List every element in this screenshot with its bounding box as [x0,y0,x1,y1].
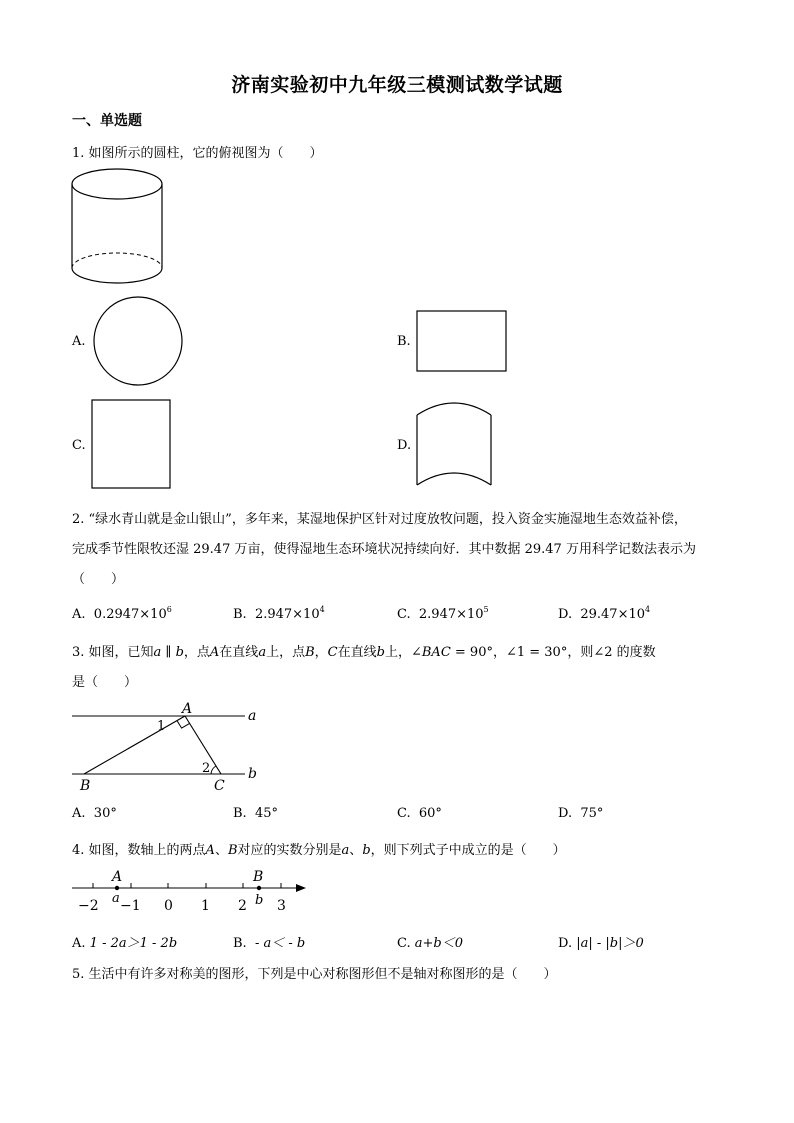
q1-option-d-label: D. [397,438,412,453]
option-label: D. [558,806,573,821]
q4-option-a [72,932,177,951]
tick-label: 1 [201,898,210,914]
option-label: B. [233,936,247,951]
option-label: A. [72,936,86,951]
parallel-lines-triangle-figure [70,700,270,796]
question-2-line-3: （ ） [72,572,125,587]
cylinder-figure [70,168,166,286]
tick-label: 2 [238,898,247,914]
q2-option-a [72,605,172,622]
page-title: 济南实验初中九年级三模测试数学试题 [231,74,563,96]
label-B: B [80,778,91,794]
text: 3. 如图，已知 [72,645,154,660]
q3-option-d [558,806,603,821]
option-label: B. [233,607,247,622]
option-value: 30° [93,806,117,821]
label-line-a: a [248,708,257,724]
q1-option-b-rectangle [416,310,508,374]
text: 、 [349,843,363,858]
question-2-line-2: 完成季节性限牧还湿 29.47 万亩，使得湿地生态环境状况持续向好．其中数据 29.47 万用科学记数法表示为 [72,542,696,557]
math: a ∥ b [153,645,184,660]
q1-option-d-curved-rect [415,399,497,493]
text: 在直线 [219,645,259,660]
text: 在直线 [337,645,377,660]
option-label: C. [397,936,411,951]
math: b [376,645,385,660]
q3-option-a [72,806,117,821]
option-label: B. [233,806,247,821]
label-A: A [182,701,193,717]
number-line-figure [70,866,310,916]
question-3-line-1 [72,641,656,660]
q3-option-b [233,806,278,821]
label-line-b: b [248,766,257,782]
option-value: 29.47×10 [580,607,646,622]
tick-label: 0 [164,898,173,914]
tick-label: −1 [120,898,141,914]
q1-option-b-label: B. [397,334,411,349]
point-B-dot [257,886,261,890]
tick-label: 3 [277,898,286,914]
tick-label: −2 [78,898,99,914]
point-A-dot [115,886,119,890]
text: 4. 如图，数轴上的两点 [72,843,206,858]
text: ，则下列式子中成立的是（ ） [370,843,566,858]
q2-option-b [233,605,325,622]
text: 、 [214,843,228,858]
math: A [209,645,220,660]
var-b-label: b [255,893,264,908]
option-exponent: 6 [166,605,172,614]
option-exponent: 4 [319,605,325,614]
question-5-text: 5. 生活中有许多对称美的图形，下列是中心对称图形但不是轴对称图形的是（ ） [72,967,557,982]
q4-option-b [233,932,305,951]
option-label: C. [397,806,411,821]
question-3-line-2: 是（ ） [72,675,138,690]
q4-option-c [397,932,463,951]
math: b [362,843,371,858]
option-value: 1 - 2a＞1 - 2b [89,936,178,951]
option-value: 0.2947×10 [93,607,167,622]
option-value: 75° [580,806,604,821]
math: BAC [421,645,451,660]
q2-option-c [397,605,489,622]
text: ，点 [183,645,210,660]
q1-option-c-rectangle [91,399,173,491]
option-value: 2.947×10 [254,607,320,622]
option-exponent: 4 [645,605,651,614]
text: 上，点 [266,645,306,660]
question-2-line-1: 2. “绿水青山就是金山银山”，多年来，某湿地保护区针对过度放牧问题，投入资金实施湿地生态效益补偿， [72,512,687,527]
option-value: a+b＜0 [414,936,464,951]
question-1-text: 1. 如图所示的圆柱，它的俯视图为（ ） [72,146,323,161]
option-value: 60° [418,806,442,821]
question-4-text [72,839,566,858]
label-angle-1: 1 [157,719,166,734]
option-label: D. [558,607,573,622]
math: a [341,843,350,858]
var-a-label: a [112,891,120,906]
math: B [305,645,315,660]
math: C [327,645,338,660]
label-C: C [214,778,225,794]
option-value: 45° [254,806,278,821]
option-label: A. [72,607,86,622]
math: B [227,843,238,858]
option-value: 2.947×10 [418,607,484,622]
option-value: |a| - |b|＞0 [576,936,644,951]
q1-option-c-label: C. [72,438,86,453]
option-label: C. [397,607,411,622]
q4-option-d [558,932,644,951]
option-value: - a＜ - b [254,936,306,951]
text: = 90°，∠1 = 30°，则∠2 的度数 [450,645,656,660]
label-angle-2: 2 [202,761,211,776]
q1-option-a-circle [92,296,184,388]
q1-option-a-label: A. [72,334,86,349]
text: 上，∠ [384,645,422,660]
text: ， [314,645,328,660]
q2-option-d [558,605,650,622]
math: A [205,843,215,858]
text: 对应的实数分别是 [237,843,342,858]
math: a [258,645,267,660]
option-exponent: 5 [483,605,489,614]
point-B-label: B [253,869,264,885]
option-label: D. [558,936,573,951]
point-A-label: A [112,869,123,885]
option-label: A. [72,806,86,821]
section-heading: 一、单选题 [72,113,142,129]
q3-option-c [397,806,442,821]
